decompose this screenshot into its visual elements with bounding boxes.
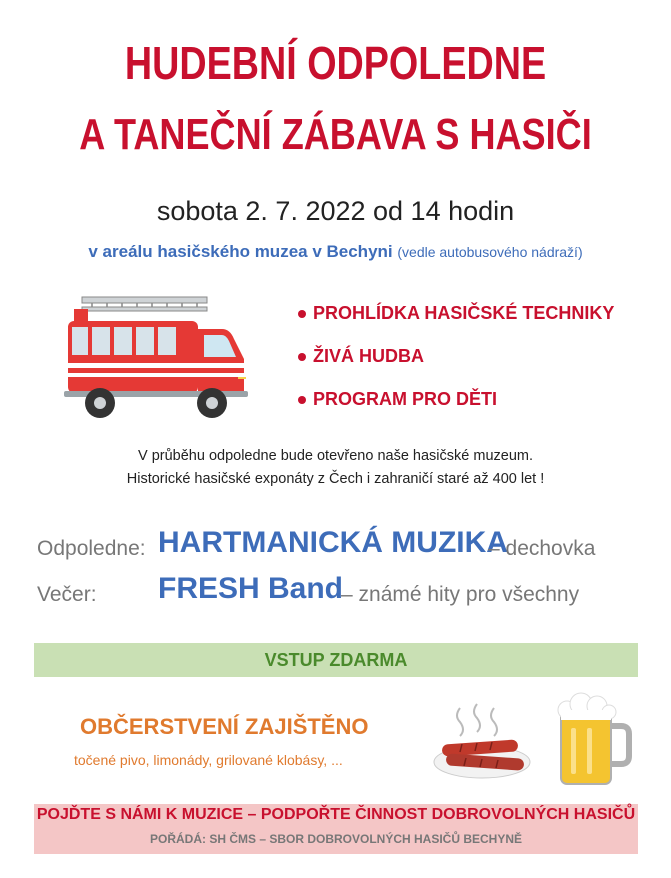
highlight-label: ŽIVÁ HUDBA: [313, 346, 424, 366]
museum-line-2: Historické hasičské exponáty z Čech i zahraničí staré až 400 let !: [126, 471, 545, 487]
museum-info: [0, 445, 671, 491]
fire-truck-icon: [62, 293, 252, 423]
event-date: sobota 2. 7. 2022 od 14 hodin: [156, 196, 515, 226]
event-place: [0, 242, 671, 262]
footer-slogan: POJĎTE S NÁMI K MUZICE – PODPOŘTE ČINNOST DOBROVOLNÝCH HASIČŮ: [36, 806, 636, 823]
bullet-icon: [298, 396, 306, 404]
museum-line-1: V průběhu odpoledne bude otevřeno naše hasičské muzeum.: [138, 448, 533, 464]
bullet-icon: [298, 353, 306, 361]
title-line-2: A TANEČNÍ ZÁBAVA S HASIČI: [79, 110, 592, 159]
beer-mug-icon: [553, 690, 633, 790]
program-desc-afternoon: – dechovka: [488, 537, 596, 560]
highlight-item: [298, 303, 614, 324]
highlight-label: PROGRAM PRO DĚTI: [313, 389, 498, 409]
refreshments-items: točené pivo, limonády, grilované klobásy, ...: [74, 752, 343, 768]
bullet-icon: [298, 310, 306, 318]
footer-organizer: POŘÁDÁ: SH ČMS – SBOR DOBROVOLNÝCH HASIČŮ BECHYNĚ: [149, 832, 523, 846]
highlight-item: [298, 389, 497, 410]
refreshments-title: OBČERSTVENÍ ZAJIŠTĚNO: [80, 714, 369, 739]
place-note: (vedle autobusového nádraží): [397, 244, 583, 260]
sausages-icon: [432, 702, 532, 782]
highlight-label: PROHLÍDKA HASIČSKÉ TECHNIKY: [313, 303, 615, 323]
title-line-1: HUDEBNÍ ODPOLEDNE: [124, 37, 547, 89]
program-band-evening: FRESH Band: [158, 572, 344, 605]
place-name: v areálu hasičského muzea v Bechyni: [88, 242, 393, 261]
program-time-evening: Večer:: [37, 583, 97, 606]
free-entry-banner: VSTUP ZDARMA: [34, 643, 638, 677]
program-time-afternoon: Odpoledne:: [37, 537, 146, 560]
program-band-afternoon: HARTMANICKÁ MUZIKA: [158, 526, 508, 559]
program-desc-evening: – známé hity pro všechny: [341, 583, 580, 606]
highlight-item: [298, 346, 424, 367]
